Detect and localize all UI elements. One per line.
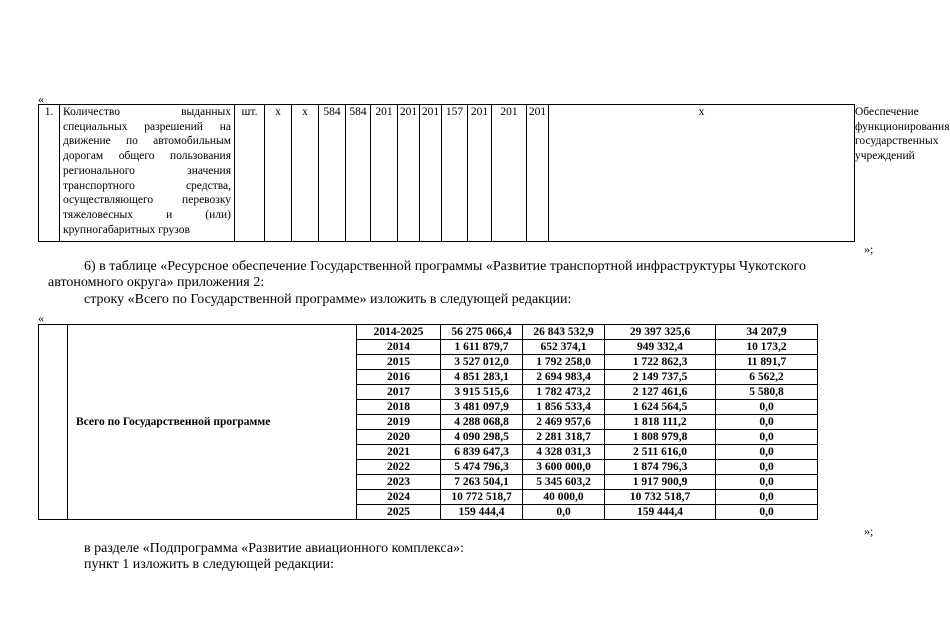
amount-cell: 159 444,4 [605,505,716,520]
value-cell: х [549,105,855,242]
amount-cell: 10 173,2 [716,340,818,355]
paragraph-6-line2: автономного округа» приложения 2: [48,275,265,290]
description-line: крупногабаритных грузов [63,223,190,236]
description-line: специальных разрешений на [63,120,231,133]
amount-cell: 1 792 258,0 [523,355,605,370]
description-line: дорогам общего пользования [63,150,231,163]
amount-cell: 11 891,7 [716,355,818,370]
unit-cell: шт. [235,105,265,242]
amount-cell: 2 469 957,6 [523,415,605,430]
amount-cell: 26 843 532,9 [523,325,605,340]
value-cell: 201 [468,105,492,242]
amount-cell: 1 782 473,2 [523,385,605,400]
amount-cell: 2 694 983,4 [523,370,605,385]
amount-cell: 2 127 461,6 [605,385,716,400]
resource-row [39,325,818,340]
value-cell: 584 [346,105,371,242]
indicator-row: 1. Количество выданных специальных разрешений на движение по автомобильным дорогам общего пользования регионального значения транспортного средства, осуществляющего перевозку тяжеловесных и (или) крупногабаритных грузов шт. х х 584 584 201 201 201 157 201 201 201 х Обеспечение функционирования государственных учреждений [39,105,855,242]
row-number: 1. [39,105,60,242]
amount-cell: 0,0 [716,505,818,520]
empty-cell [39,325,68,520]
paragraph-point: пункт 1 изложить в следующей редакции: [84,557,334,572]
value-cell: 157 [442,105,468,242]
amount-cell: 0,0 [523,505,605,520]
amount-cell: 4 288 068,8 [441,415,523,430]
opening-quote: « [38,92,44,106]
amount-cell: 6 839 647,3 [441,445,523,460]
amount-cell: 2 281 318,7 [523,430,605,445]
amount-cell: 1 917 900,9 [605,475,716,490]
indicator-table [38,104,950,242]
year-cell: 2015 [357,355,441,370]
description-line: движение по автомобильным [63,135,231,148]
amount-cell: 4 090 298,5 [441,430,523,445]
value-cell: 201 [527,105,549,242]
amount-cell: 2 511 616,0 [605,445,716,460]
amount-cell: 3 527 012,0 [441,355,523,370]
resource-table [38,324,818,520]
year-cell: 2014 [357,340,441,355]
value-cell: 201 [492,105,527,242]
amount-cell: 56 275 066,4 [441,325,523,340]
amount-cell: 1 818 111,2 [605,415,716,430]
year-cell: 2017 [357,385,441,400]
amount-cell: 10 732 518,7 [605,490,716,505]
description-line: Количество выданных [63,106,231,118]
amount-cell: 5 474 796,3 [441,460,523,475]
amount-cell: 0,0 [716,475,818,490]
value-cell: х [292,105,319,242]
amount-cell: 0,0 [716,460,818,475]
description-line: транспортного средства, [63,179,231,192]
amount-cell: 4 851 283,1 [441,370,523,385]
amount-cell: 0,0 [716,400,818,415]
amount-cell: 29 397 325,6 [605,325,716,340]
description-line: тяжеловесных и (или) [63,208,231,221]
year-cell: 2016 [357,370,441,385]
amount-cell: 1 611 879,7 [441,340,523,355]
paragraph-section: в разделе «Подпрограмма «Развитие авиационного комплекса»: [84,541,464,556]
year-cell: 2019 [357,415,441,430]
year-cell: 2021 [357,445,441,460]
amount-cell: 949 332,4 [605,340,716,355]
amount-cell: 10 772 518,7 [441,490,523,505]
closing-quote: »; [864,242,874,256]
amount-cell: 0,0 [716,445,818,460]
row-label: Всего по Государственной программе [68,325,357,520]
year-cell: 2024 [357,490,441,505]
paragraph-6-line1: 6) в таблице «Ресурсное обеспечение Государственной программы «Развитие транспортной инфраструктуры Чукотского [84,259,806,274]
value-cell: 584 [319,105,346,242]
amount-cell: 1 808 979,8 [605,430,716,445]
value-cell: х [265,105,292,242]
amount-cell: 7 263 504,1 [441,475,523,490]
description-line: осуществляющего перевозку [63,194,231,207]
amount-cell: 0,0 [716,415,818,430]
amount-cell: 0,0 [716,430,818,445]
amount-cell: 159 444,4 [441,505,523,520]
year-cell: 2020 [357,430,441,445]
year-cell: 2025 [357,505,441,520]
amount-cell: 1 624 564,5 [605,400,716,415]
description-line: регионального значения [63,164,231,177]
amount-cell: 3 600 000,0 [523,460,605,475]
year-cell: 2023 [357,475,441,490]
amount-cell: 5 580,8 [716,385,818,400]
value-cell: 201 [420,105,442,242]
opening-quote: « [38,311,44,325]
paragraph-row-instruction: строку «Всего по Государственной программе» изложить в следующей редакции: [84,292,572,307]
value-cell: 201 [371,105,398,242]
year-cell: 2014-2025 [357,325,441,340]
amount-cell: 40 000,0 [523,490,605,505]
amount-cell: 34 207,9 [716,325,818,340]
amount-cell: 5 345 603,2 [523,475,605,490]
amount-cell: 1 722 862,3 [605,355,716,370]
year-cell: 2018 [357,400,441,415]
amount-cell: 4 328 031,3 [523,445,605,460]
amount-cell: 6 562,2 [716,370,818,385]
amount-cell: 3 481 097,9 [441,400,523,415]
value-cell: 201 [398,105,420,242]
amount-cell: 0,0 [716,490,818,505]
year-cell: 2022 [357,460,441,475]
closing-quote: »; [864,524,874,538]
amount-cell: 652 374,1 [523,340,605,355]
amount-cell: 3 915 515,6 [441,385,523,400]
amount-cell: 1 856 533,4 [523,400,605,415]
indicator-description [60,105,235,242]
amount-cell: 1 874 796,3 [605,460,716,475]
amount-cell: 2 149 737,5 [605,370,716,385]
